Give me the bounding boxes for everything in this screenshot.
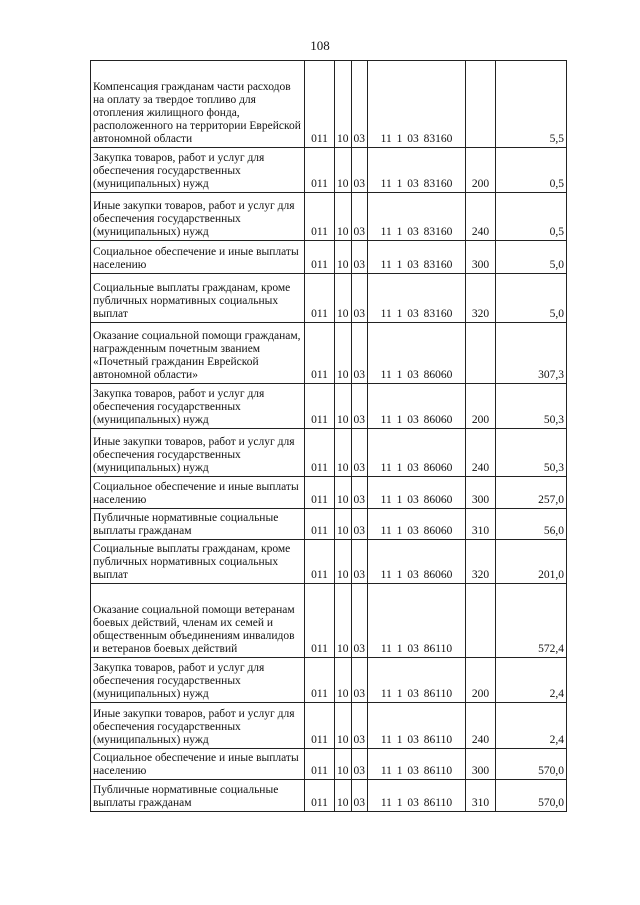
row-name: Социальное обеспечение и иные выплаты населению [91, 477, 305, 509]
row-gr: 011 [305, 540, 335, 584]
row-pr: 03 [351, 658, 368, 703]
row-vr: 200 [466, 658, 496, 703]
row-rz: 10 [335, 477, 352, 509]
row-pr: 03 [351, 148, 368, 193]
row-vr: 300 [466, 749, 496, 780]
row-vr: 200 [466, 148, 496, 193]
row-target: 11 1 03 83160 [368, 61, 466, 148]
table-row [91, 429, 567, 477]
row-gr: 011 [305, 429, 335, 477]
row-vr: 320 [466, 274, 496, 323]
row-vr [466, 61, 496, 148]
row-vr: 240 [466, 429, 496, 477]
row-gr: 011 [305, 584, 335, 658]
row-rz: 10 [335, 274, 352, 323]
table-row [91, 193, 567, 241]
row-target: 11 1 03 86110 [368, 780, 466, 812]
row-name: Публичные нормативные социальные выплаты гражданам [91, 509, 305, 540]
row-vr: 200 [466, 384, 496, 429]
row-pr: 03 [351, 540, 368, 584]
row-pr: 03 [351, 584, 368, 658]
row-sum: 0,5 [496, 148, 567, 193]
row-vr: 320 [466, 540, 496, 584]
row-name: Публичные нормативные социальные выплаты гражданам [91, 780, 305, 812]
row-pr: 03 [351, 193, 368, 241]
row-sum: 0,5 [496, 193, 567, 241]
row-gr: 011 [305, 749, 335, 780]
row-vr: 240 [466, 703, 496, 749]
row-target: 11 1 03 83160 [368, 193, 466, 241]
row-rz: 10 [335, 509, 352, 540]
row-pr: 03 [351, 749, 368, 780]
row-pr: 03 [351, 61, 368, 148]
row-target: 11 1 03 86110 [368, 703, 466, 749]
row-pr: 03 [351, 703, 368, 749]
row-gr: 011 [305, 323, 335, 384]
row-sum: 5,0 [496, 274, 567, 323]
row-sum: 5,0 [496, 241, 567, 274]
row-name: Закупка товаров, работ и услуг для обеспечения государственных (муниципальных) нужд [91, 658, 305, 703]
row-pr: 03 [351, 241, 368, 274]
table-row [91, 509, 567, 540]
row-rz: 10 [335, 323, 352, 384]
row-name: Иные закупки товаров, работ и услуг для обеспечения государственных (муниципальных) нужд [91, 703, 305, 749]
row-sum: 50,3 [496, 429, 567, 477]
row-sum: 50,3 [496, 384, 567, 429]
row-gr: 011 [305, 703, 335, 749]
row-sum: 201,0 [496, 540, 567, 584]
row-pr: 03 [351, 477, 368, 509]
row-target: 11 1 03 86060 [368, 429, 466, 477]
row-sum: 572,4 [496, 584, 567, 658]
table-row [91, 384, 567, 429]
table-row [91, 780, 567, 812]
table-row [91, 477, 567, 509]
row-gr: 011 [305, 780, 335, 812]
row-name: Иные закупки товаров, работ и услуг для обеспечения государственных (муниципальных) нужд [91, 193, 305, 241]
row-rz: 10 [335, 780, 352, 812]
table-row [91, 703, 567, 749]
row-vr: 310 [466, 780, 496, 812]
row-rz: 10 [335, 749, 352, 780]
budget-table-body [91, 61, 567, 812]
row-target: 11 1 03 86060 [368, 509, 466, 540]
row-gr: 011 [305, 193, 335, 241]
row-target: 11 1 03 86110 [368, 584, 466, 658]
row-sum: 307,3 [496, 323, 567, 384]
row-name: Компенсация гражданам части расходов на оплату за твердое топливо для отопления жилищного фонда, расположенного на территории Еврейской автономной области [91, 61, 305, 148]
row-rz: 10 [335, 61, 352, 148]
row-target: 11 1 03 86060 [368, 384, 466, 429]
row-sum: 570,0 [496, 780, 567, 812]
row-vr: 300 [466, 477, 496, 509]
row-sum: 570,0 [496, 749, 567, 780]
row-pr: 03 [351, 509, 368, 540]
table-row [91, 61, 567, 148]
row-vr [466, 323, 496, 384]
table-row [91, 584, 567, 658]
row-target: 11 1 03 86060 [368, 477, 466, 509]
row-vr [466, 584, 496, 658]
row-pr: 03 [351, 780, 368, 812]
row-name: Социальное обеспечение и иные выплаты населению [91, 241, 305, 274]
table-row [91, 241, 567, 274]
row-name: Социальные выплаты гражданам, кроме публичных нормативных социальных выплат [91, 274, 305, 323]
row-name: Иные закупки товаров, работ и услуг для обеспечения государственных (муниципальных) нужд [91, 429, 305, 477]
row-vr: 240 [466, 193, 496, 241]
table-row [91, 540, 567, 584]
row-pr: 03 [351, 323, 368, 384]
row-sum: 2,4 [496, 658, 567, 703]
row-name: Оказание социальной помощи гражданам, награжденным почетным званием «Почетный гражданин Еврейской автономной области» [91, 323, 305, 384]
table-row [91, 148, 567, 193]
row-sum: 56,0 [496, 509, 567, 540]
row-rz: 10 [335, 429, 352, 477]
row-pr: 03 [351, 429, 368, 477]
budget-table [90, 60, 567, 812]
row-vr: 310 [466, 509, 496, 540]
row-sum: 2,4 [496, 703, 567, 749]
row-target: 11 1 03 83160 [368, 274, 466, 323]
row-name: Социальное обеспечение и иные выплаты населению [91, 749, 305, 780]
row-target: 11 1 03 86110 [368, 658, 466, 703]
row-gr: 011 [305, 658, 335, 703]
table-row [91, 658, 567, 703]
row-vr: 300 [466, 241, 496, 274]
row-rz: 10 [335, 540, 352, 584]
row-rz: 10 [335, 584, 352, 658]
row-pr: 03 [351, 274, 368, 323]
row-target: 11 1 03 86060 [368, 323, 466, 384]
row-name: Социальные выплаты гражданам, кроме публичных нормативных социальных выплат [91, 540, 305, 584]
row-sum: 257,0 [496, 477, 567, 509]
row-gr: 011 [305, 274, 335, 323]
row-gr: 011 [305, 148, 335, 193]
table-row [91, 749, 567, 780]
row-rz: 10 [335, 703, 352, 749]
row-rz: 10 [335, 384, 352, 429]
row-target: 11 1 03 86110 [368, 749, 466, 780]
row-sum: 5,5 [496, 61, 567, 148]
row-name: Оказание социальной помощи ветеранам боевых действий, членам их семей и общественным объединениям инвалидов и ветеранов боевых действий [91, 584, 305, 658]
row-name: Закупка товаров, работ и услуг для обеспечения государственных (муниципальных) нужд [91, 384, 305, 429]
row-target: 11 1 03 83160 [368, 241, 466, 274]
row-rz: 10 [335, 658, 352, 703]
row-name: Закупка товаров, работ и услуг для обеспечения государственных (муниципальных) нужд [91, 148, 305, 193]
row-target: 11 1 03 86060 [368, 540, 466, 584]
row-gr: 011 [305, 61, 335, 148]
row-gr: 011 [305, 477, 335, 509]
row-target: 11 1 03 83160 [368, 148, 466, 193]
row-gr: 011 [305, 509, 335, 540]
table-row [91, 274, 567, 323]
page-number: 108 [310, 38, 330, 53]
row-gr: 011 [305, 384, 335, 429]
row-rz: 10 [335, 148, 352, 193]
table-row [91, 323, 567, 384]
row-rz: 10 [335, 193, 352, 241]
row-rz: 10 [335, 241, 352, 274]
row-pr: 03 [351, 384, 368, 429]
row-gr: 011 [305, 241, 335, 274]
